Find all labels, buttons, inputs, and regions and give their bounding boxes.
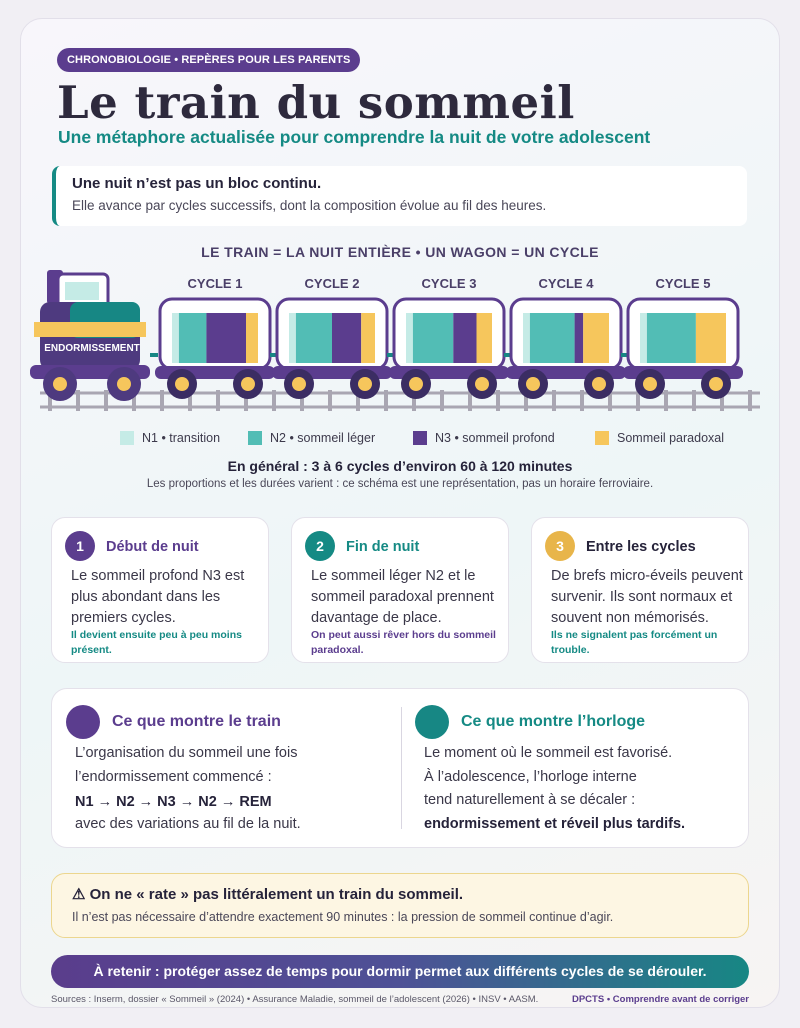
general-summary: En général : 3 à 6 cycles d’environ 60 à 120 minutes [227,458,573,474]
info-card-note: Ils ne signalent pas forcément un trouble. [551,629,718,656]
info-card-body: Le sommeil léger N2 et le sommeil paradoxal prennent davantage de place. [311,568,494,626]
wagon-label: CYCLE 2 [304,276,360,291]
clock-text-line: Le moment où le sommeil est favorisé. [424,745,673,761]
page-subtitle: Une métaphore actualisée pour comprendre la nuit de votre adolescent [58,127,651,147]
step-number-badge: 2 [305,531,335,561]
wagon-cycle-5 [623,276,743,399]
segment-n2 [179,313,207,363]
segment-n2 [296,313,332,363]
info-card-note: Il devient ensuite peu à peu moins présent. [71,629,242,656]
footer [51,994,749,1005]
train-text-line: l’endormissement commencé : [75,769,272,785]
segment-n1 [523,313,530,363]
segment-n1 [172,313,179,363]
clock-conclusion: endormissement et réveil plus tardifs. [424,816,686,832]
segment-n2 [413,313,453,363]
info-card-heading: Entre les cycles [586,539,696,555]
info-card-note: On peut aussi rêver hors du sommeil paradoxal. [311,629,496,656]
sleep-train-diagram [30,262,770,422]
segment-rem [696,313,726,363]
stage-sequence: N1 → N2 → N3 → N2 → REM [75,794,272,810]
general-note: Les proportions et les durées varient : ce schéma est une représentation, pas un horaire ferroviaire. [146,478,654,490]
segment-n2 [530,313,575,363]
category-badge: CHRONOBIOLOGIE • REPÈRES POUR LES PARENTS [57,48,360,72]
legend-label: N3 • sommeil profond [435,431,555,445]
wagon-cycle-1 [155,276,277,399]
segment-n1 [640,313,647,363]
takeaway-banner: À retenir : protéger assez de temps pour dormir permet aux différents cycles de se dérouler. [51,955,749,988]
locomotive-label: ENDORMISSEMENT [44,343,140,354]
info-card-2 [291,517,509,663]
clock-heading: Ce que montre l’horloge [461,713,646,730]
legend-swatch [120,431,134,445]
legend-swatch [413,431,427,445]
warning-text: Il n’est pas nécessaire d’attendre exactement 90 minutes : la pression de sommeil continue d’agir. [72,910,614,924]
info-card-body: Le sommeil profond N3 est plus abondant dans les premiers cycles. [71,568,245,626]
comparison-panel [51,688,749,848]
train-dot-icon [66,705,100,739]
warning-callout [51,873,749,938]
wagon-group [155,276,743,399]
intro-heading: Une nuit n’est pas un bloc continu. [72,175,322,192]
info-card-1 [51,517,269,663]
intro-text: Elle avance par cycles successifs, dont la composition évolue au fil des heures. [72,198,547,213]
wagon-label: CYCLE 1 [187,276,243,291]
segment-n3 [453,313,476,363]
legend-item-n3 [413,431,555,445]
locomotive [30,270,150,401]
info-card-heading: Fin de nuit [346,539,420,555]
train-text-line: avec des variations au fil de la nuit. [75,816,301,832]
intro-callout [52,166,747,226]
info-card-body: De brefs micro-éveils peuvent survenir. Ils sont normaux et souvent non mémorisés. [551,568,743,626]
info-card-heading: Début de nuit [106,539,199,555]
legend-swatch [248,431,262,445]
segment-rem [477,313,493,363]
segment-rem [361,313,375,363]
segment-n1 [289,313,296,363]
footer-brand: DPCTS • Comprendre avant de corriger [571,994,749,1005]
legend-item-n1 [120,431,220,445]
legend-swatch [595,431,609,445]
page-title: Le train du sommeil [57,76,575,129]
legend-label: N2 • sommeil léger [270,431,376,445]
segment-n2 [647,313,696,363]
clock-dot-icon [415,705,449,739]
footer-sources: Sources : Inserm, dossier « Sommeil » (2024) • Assurance Maladie, sommeil de l’adolescent (2026) • INSV • AASM. [51,994,539,1005]
segment-n3 [575,313,584,363]
segment-n3 [332,313,361,363]
step-number-badge: 1 [65,531,95,561]
legend-label: Sommeil paradoxal [617,431,724,445]
wagon-label: CYCLE 4 [538,276,594,291]
step-number-badge: 3 [545,531,575,561]
wagon-cycle-2 [272,276,394,399]
segment-rem [246,313,258,363]
segment-n1 [406,313,413,363]
wagon-cycle-3 [389,276,511,399]
clock-text-line: À l’adolescence, l’horloge interne [424,769,637,785]
info-card-3 [531,517,749,663]
segment-n3 [206,313,246,363]
train-text-line: L’organisation du sommeil une fois [75,745,298,761]
train-heading: Ce que montre le train [112,713,281,730]
column-divider [401,707,402,829]
wagon-label: CYCLE 3 [421,276,477,291]
legend-item-rem [595,431,724,445]
warning-heading: ⚠ On ne « rate » pas littéralement un train du sommeil. [72,886,464,903]
clock-text-line: tend naturellement à se décaler : [424,792,636,808]
wagon-cycle-4 [506,276,628,399]
train-caption: LE TRAIN = LA NUIT ENTIÈRE • UN WAGON = UN CYCLE [201,244,599,260]
legend-item-n2 [248,431,375,445]
segment-rem [583,313,609,363]
legend-label: N1 • transition [142,431,221,445]
wagon-label: CYCLE 5 [655,276,711,291]
